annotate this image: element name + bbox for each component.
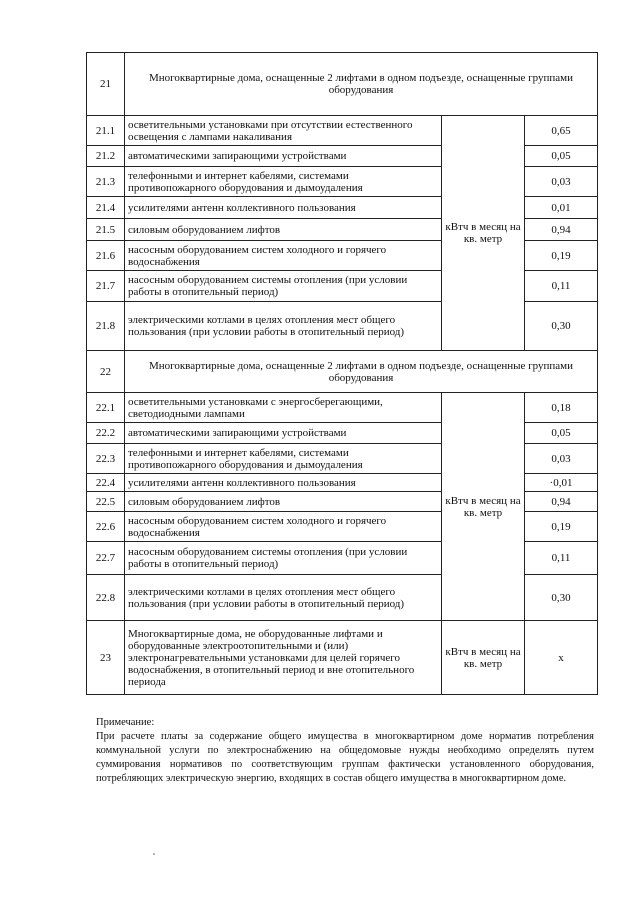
group-number: 22 (87, 351, 125, 393)
row-number: 22.7 (87, 542, 125, 575)
row-name: силовым оборудованием лифтов (125, 492, 442, 512)
note-title: Примечание: (96, 717, 155, 728)
row-name: электрическими котлами в целях отопления мест общего пользования (при условии работы в отопительный период) (125, 302, 442, 351)
table-row (87, 393, 598, 423)
row-name: телефонными и интернет кабелями, системами противопожарного оборудования и дымоудаления (125, 444, 442, 474)
unit-cell: кВтч в месяц на кв. метр (442, 116, 525, 351)
row-number: 23 (87, 621, 125, 695)
row-value: 0,03 (525, 167, 598, 197)
row-value: 0,11 (525, 542, 598, 575)
note (96, 716, 594, 786)
row-name: осветительными установками с энергосберегающими, светодиодными лампами (125, 393, 442, 423)
row-name: насосным оборудованием систем холодного и горячего водоснабжения (125, 241, 442, 271)
row-name: телефонными и интернет кабелями, системами противопожарного оборудования и дымоудаления (125, 167, 442, 197)
row-number: 21.4 (87, 197, 125, 219)
unit-cell: кВтч в месяц на кв. метр (442, 393, 525, 621)
row-number: 21.2 (87, 146, 125, 167)
row-name: усилителями антенн коллективного пользования (125, 474, 442, 492)
row-value: 0,94 (525, 492, 598, 512)
row-name: электрическими котлами в целях отопления мест общего пользования (при условии работы в отопительный период) (125, 575, 442, 621)
row-value: 0,11 (525, 271, 598, 302)
row-number: 21.6 (87, 241, 125, 271)
row-number: 22.4 (87, 474, 125, 492)
row-name: насосным оборудованием систем холодного и горячего водоснабжения (125, 512, 442, 542)
group-header-row (87, 53, 598, 116)
row-number: 21.7 (87, 271, 125, 302)
table-row (87, 621, 598, 695)
row-name: осветительными установками при отсутствии естественного освещения с лампами накаливания (125, 116, 442, 146)
row-number: 22.5 (87, 492, 125, 512)
row-value: 0,01 (525, 197, 598, 219)
row-name: усилителями антенн коллективного пользования (125, 197, 442, 219)
row-value: ·0,01 (525, 474, 598, 492)
group-header: Многоквартирные дома, оснащенные 2 лифтами в одном подъезде, оснащенные группами оборудования (125, 53, 598, 116)
row-value: 0,18 (525, 393, 598, 423)
group-header: Многоквартирные дома, оснащенные 2 лифтами в одном подъезде, оснащенные группами оборудования (125, 351, 598, 393)
row-value: 0,19 (525, 512, 598, 542)
row-name: силовым оборудованием лифтов (125, 219, 442, 241)
row-number: 21.3 (87, 167, 125, 197)
row-number: 22.2 (87, 423, 125, 444)
row-name: автоматическими запирающими устройствами (125, 423, 442, 444)
row-number: 22.3 (87, 444, 125, 474)
row-value: 0,94 (525, 219, 598, 241)
row-value: 0,30 (525, 575, 598, 621)
row-value: 0,03 (525, 444, 598, 474)
row-value: 0,05 (525, 423, 598, 444)
row-number: 21.5 (87, 219, 125, 241)
group-number: 21 (87, 53, 125, 116)
row-name: автоматическими запирающими устройствами (125, 146, 442, 167)
note-text: При расчете платы за содержание общего имущества в многоквартирном доме норматив потребления коммунальной услуги по электроснабжению на общедомовые нужды необходимо определять путем суммирования нормативов по соответствующим группам фактически установленного оборудования, потребляющих электрическую энергию, входящих в состав общего имущества в многоквартирном доме. (96, 731, 594, 784)
scan-speck (153, 853, 155, 855)
row-number: 22.6 (87, 512, 125, 542)
row-name: Многоквартирные дома, не оборудованные лифтами и оборудованные электроотопительными и (или) электронагревательными установками для целей горячего водоснабжения, в отопительный период и вне отопительного периода (125, 621, 442, 695)
row-value: х (525, 621, 598, 695)
table-row (87, 116, 598, 146)
row-name: насосным оборудованием системы отопления (при условии работы в отопительный период) (125, 271, 442, 302)
row-number: 21.8 (87, 302, 125, 351)
row-value: 0,65 (525, 116, 598, 146)
row-value: 0,30 (525, 302, 598, 351)
row-name: насосным оборудованием системы отопления (при условии работы в отопительный период) (125, 542, 442, 575)
unit-cell: кВтч в месяц на кв. метр (442, 621, 525, 695)
row-number: 22.1 (87, 393, 125, 423)
row-value: 0,19 (525, 241, 598, 271)
group-header-row (87, 351, 598, 393)
row-number: 22.8 (87, 575, 125, 621)
norms-table (86, 52, 598, 695)
row-number: 21.1 (87, 116, 125, 146)
row-value: 0,05 (525, 146, 598, 167)
